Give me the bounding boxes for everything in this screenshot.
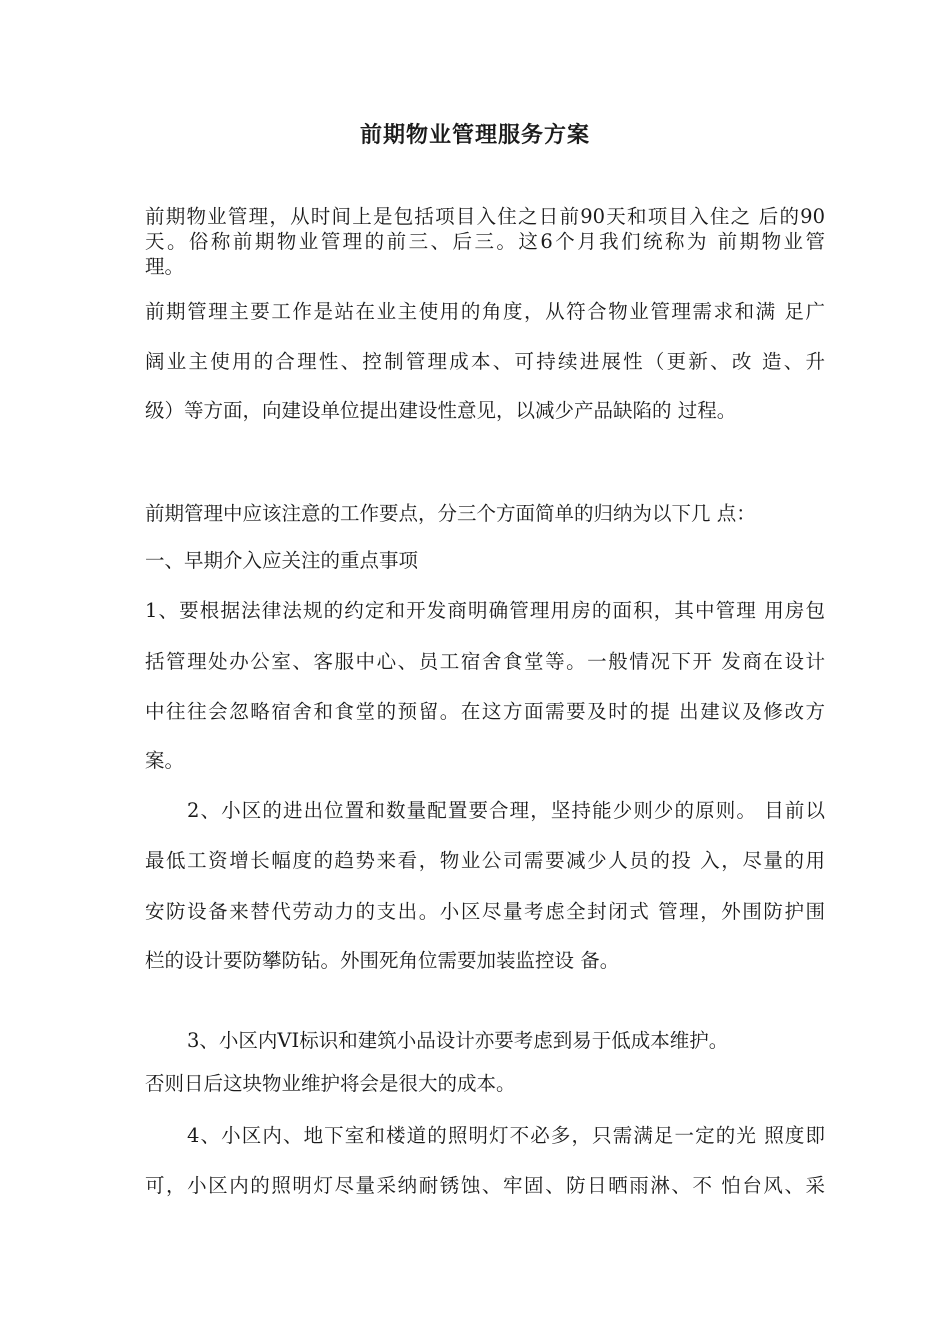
paragraph-line: 最低工资增长幅度的趋势来看，物业公司需要减少人员的投 入，尽量的用 — [145, 849, 825, 872]
paragraph-line: 阔业主使用的合理性、控制管理成本、可持续进展性（更新、改 造、升 — [145, 350, 825, 373]
paragraph-line: 前期管理中应该注意的工作要点，分三个方面简单的归纳为以下几 点： — [145, 502, 756, 525]
paragraph-line: 2、小区的进出位置和数量配置要合理，坚持能少则少的原则。 目前以 — [187, 799, 825, 822]
paragraph-line: 理。 — [145, 255, 185, 278]
paragraph-line: 3、小区内VI标识和建筑小品设计亦要考虑到易于低成本维护。 — [187, 1029, 729, 1052]
paragraph-line: 案。 — [145, 749, 185, 772]
paragraph-line: 可，小区内的照明灯尽量采纳耐锈蚀、牢固、防日晒雨淋、不 怕台风、采 — [145, 1174, 825, 1197]
paragraph-line: 栏的设计要防攀防钻。外围死角位需要加装监控设 备。 — [145, 949, 620, 972]
paragraph-line: 级）等方面，向建设单位提出建设性意见，以减少产品缺陷的 过程。 — [145, 399, 737, 422]
paragraph-line: 1、要根据法律法规的约定和开发商明确管理用房的面积，其中管理 用房包 — [145, 599, 825, 622]
section-heading: 一、早期介入应关注的重点事项 — [145, 549, 419, 572]
paragraph-line: 否则日后这块物业维护将会是很大的成本。 — [145, 1072, 516, 1095]
paragraph-line: 前期管理主要工作是站在业主使用的角度，从符合物业管理需求和满 足广 — [145, 300, 825, 323]
paragraph-line: 安防设备来替代劳动力的支出。小区尽量考虑全封闭式 管理，外围防护围 — [145, 900, 825, 923]
paragraph-line: 4、小区内、地下室和楼道的照明灯不必多，只需满足一定的光 照度即 — [187, 1124, 825, 1147]
paragraph-line: 中往往会忽略宿舍和食堂的预留。在这方面需要及时的提 出建议及修改方 — [145, 700, 825, 723]
paragraph-line: 括管理处办公室、客服中心、员工宿舍食堂等。一般情况下开 发商在设计 — [145, 650, 825, 673]
document-title: 前期物业管理服务方案 — [359, 123, 590, 148]
paragraph-line: 前期物业管理，从时间上是包括项目入住之日前90天和项目入住之 后的90 — [145, 205, 825, 228]
paragraph-line: 天。俗称前期物业管理的前三、后三。这6个月我们统称为 前期物业管 — [145, 230, 825, 253]
